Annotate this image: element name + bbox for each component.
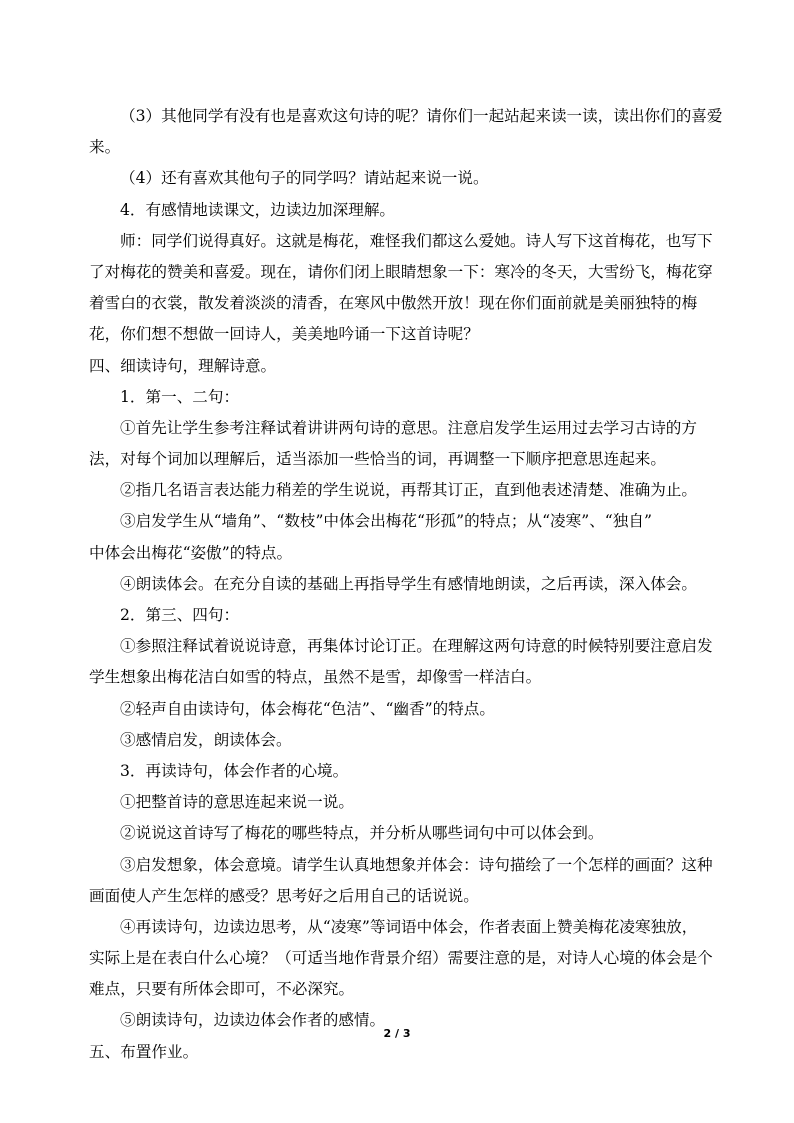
- text-line: ①把整首诗的意思连起来说一说。: [120, 793, 354, 812]
- text-line: ②指几名语言表达能力稍差的学生说说，再帮其订正，直到他表述清楚、准确为止。: [120, 481, 697, 500]
- text-line: 中体会出梅花“姿傲”的特点。: [89, 543, 293, 562]
- text-line: ⑤朗读诗句，边读边体会作者的感情。: [120, 1011, 386, 1030]
- text-line: 2．第三、四句：: [120, 606, 240, 624]
- text-line: 着雪白的衣裳，散发着淡淡的清香，在寒风中傲然开放！现在你们面前就是美丽独特的梅: [89, 294, 698, 313]
- text-line: ③启发想象，体会意境。请学生认真地想象并体会：诗句描绘了一个怎样的画面？这种: [120, 855, 713, 874]
- text-line: 师：同学们说得真好。这就是梅花，难怪我们都这么爱她。诗人写下这首梅花，也写下: [120, 231, 713, 250]
- text-line: （4）还有喜欢其他句子的同学吗？请站起来说一说。: [120, 169, 489, 188]
- text-line: ③感情启发，朗读体会。: [120, 730, 292, 749]
- text-line: 五、布置作业。: [89, 1042, 199, 1061]
- text-line: 难点，只要有所体会即可，不必深究。: [89, 980, 355, 999]
- text-line: （3）其他同学有没有也是喜欢这句诗的呢？请你们一起站起来读一读，读出你们的喜爱: [120, 107, 723, 125]
- text-line: 法，对每个词加以理解后，适当添加一些恰当的词，再调整一下顺序把意思连起来。: [89, 450, 666, 469]
- text-line: 实际上是在表白什么心境？（可适当地作背景介绍）需要注意的是，对诗人心境的体会是个: [89, 949, 713, 968]
- text-line: ④再读诗句，边读边思考，从“凌寒”等词语中体会，作者表面上赞美梅花凌寒独放，: [120, 917, 698, 936]
- text-line: ④朗读体会。在充分自读的基础上再指导学生有感情地朗读，之后再读，深入体会。: [120, 574, 697, 593]
- text-line: 四、细读诗句，理解诗意。: [89, 356, 277, 375]
- text-line: ①首先让学生参考注释试着讲讲两句诗的意思。注意启发学生运用过去学习古诗的方: [120, 418, 697, 437]
- text-line: 来。: [89, 138, 121, 157]
- text-line: 3．再读诗句，体会作者的心境。: [120, 761, 349, 780]
- page-number: 2 / 3: [383, 1027, 411, 1040]
- text-line: ③启发学生从“墙角”、“数枝”中体会出梅花“形孤”的特点；从“凌寒”、“独自”: [120, 512, 652, 531]
- text-line: 画面使人产生怎样的感受？思考好之后用自己的话说说。: [89, 886, 479, 905]
- text-line: ②说说这首诗写了梅花的哪些特点，并分析从哪些词句中可以体会到。: [120, 824, 604, 843]
- text-line: 4．有感情地读课文，边读边加深理解。: [120, 200, 396, 219]
- text-line: 花，你们想不想做一回诗人，美美地吟诵一下这首诗呢？: [89, 325, 479, 344]
- text-line: 学生想象出梅花洁白如雪的特点，虽然不是雪，却像雪一样洁白。: [89, 668, 542, 687]
- document-body: [89, 101, 723, 1068]
- text-line: 1．第一、二句：: [120, 387, 240, 406]
- text-line: ①参照注释试着说说诗意，再集体讨论订正。在理解这两句诗意的时候特别要注意启发: [120, 637, 713, 656]
- text-line: 了对梅花的赞美和喜爱。现在，请你们闭上眼睛想象一下：寒冷的冬天，大雪纷飞，梅花穿: [89, 262, 713, 281]
- text-line: ②轻声自由读诗句，体会梅花“色洁”、“幽香”的特点。: [120, 699, 495, 718]
